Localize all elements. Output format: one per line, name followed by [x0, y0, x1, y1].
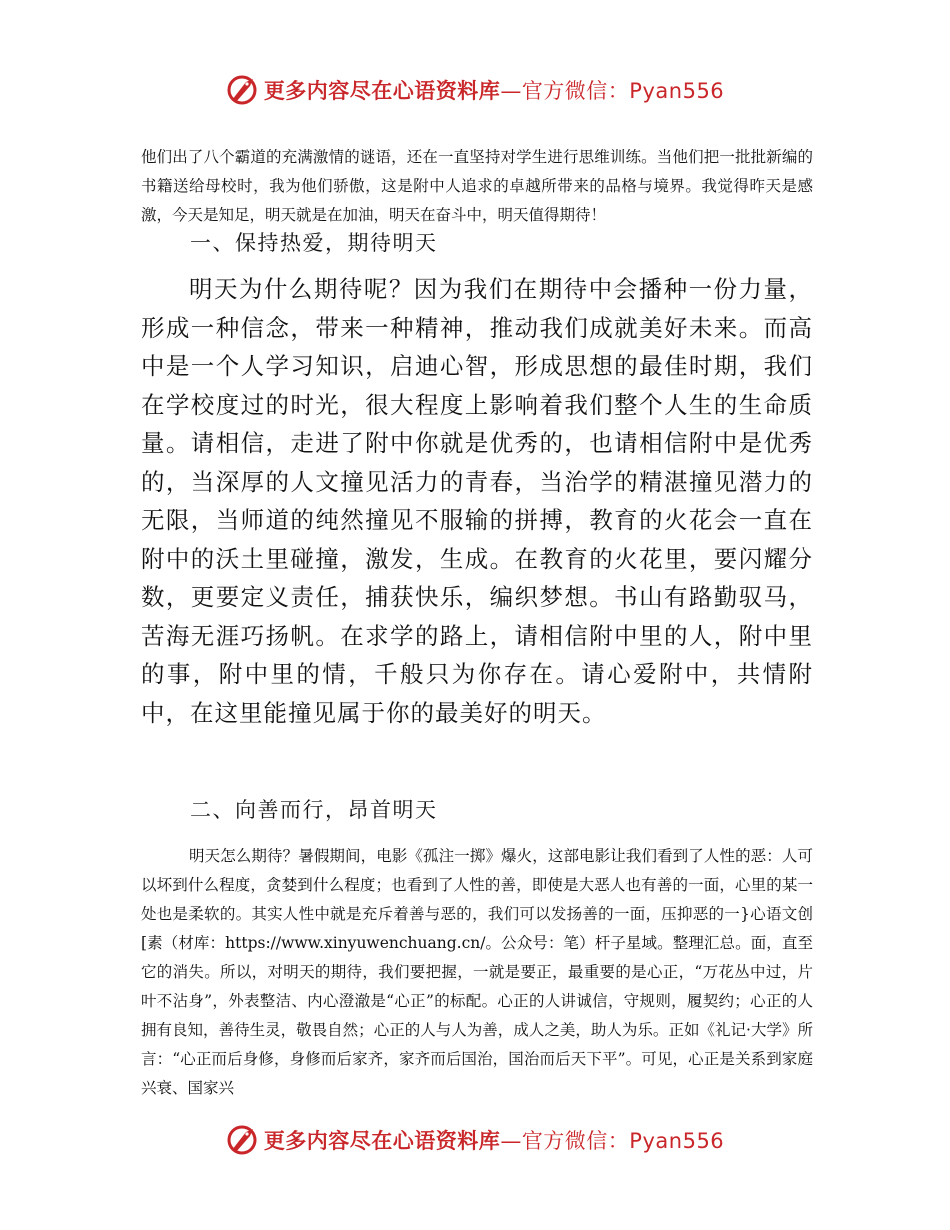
intro-paragraph-block — [141, 143, 813, 230]
section-heading-2: 二、向善而行，昂首明天 — [190, 798, 438, 822]
section-2-block — [141, 842, 813, 1103]
intro-paragraph: 他们出了八个霸道的充满激情的谜语，还在一直坚持对学生进行思维训练。当他们把一批批新编的书籍送给母校时，我为他们骄傲，这是附中人追求的卓越所带来的品格与境界。我觉得昨天是感激，今天是知足，明天就是在加油，明天在奋斗中，明天值得期待！ — [141, 148, 813, 224]
pen-nib-logo-icon — [226, 73, 260, 107]
section-heading-1: 一、保持热爱，期待明天 — [190, 231, 438, 255]
section-2-paragraph: 明天怎么期待？暑假期间，电影《孤注一掷》爆火，这部电影让我们看到了人性的恶：人可以坏到什么程度，贪婪到什么程度；也看到了人性的善，即使是大恶人也有善的一面，心里的某一处也是柔软的。其实人性中就是充斥着善与恶的，我们可以发扬善的一面，压抑恶的一}心语文创[素（材库：https://www.xinyuwenchuang.cn/。公众号：笔）杆子星域。整理汇总。面，直至它的消失。所以，对明天的期待，我们要把握，一就是要正，最重要的是心正，“万花丛中过，片叶不沾身”，外表整洁、内心澄澈是“心正”的标配。心正的人讲诚信，守规则，履契约；心正的人拥有良知，善待生灵，敬畏自然；心正的人与人为善，成人之美，助人为乐。正如《礼记·大学》所言：“心正而后身修，身修而后家齐，家齐而后国治，国治而后天下平”。可见，心正是关系到家庭兴衰、国家兴 — [141, 847, 813, 1097]
section-1-block — [141, 270, 813, 732]
section-1-paragraph: 明天为什么期待呢？因为我们在期待中会播种一份力量，形成一种信念，带来一种精神，推动我们成就美好未来。而高中是一个人学习知识，启迪心智，形成思想的最佳时期，我们在学校度过的时光，很大程度上影响着我们整个人生的生命质量。请相信，走进了附中你就是优秀的，也请相信附中是优秀的，当深厚的人文撞见活力的青春，当治学的精湛撞见潜力的无限，当师道的纯然撞见不服输的拼搏，教育的火花会一直在附中的沃土里碰撞，激发，生成。在教育的火花里，要闪耀分数，更要定义责任，捕获快乐，编织梦想。书山有路勤驭马，苦海无涯巧扬帆。在求学的路上，请相信附中里的人，附中里的事，附中里的情，千般只为你存在。请心爱附中，共情附中，在这里能撞见属于你的最美好的明天。 — [141, 275, 813, 727]
header-watermark-banner — [0, 70, 950, 110]
footer-watermark-banner — [0, 1120, 950, 1160]
banner-text: 更多内容尽在心语资料库—官方微信：Pyan556 — [263, 1129, 725, 1153]
banner-text: 更多内容尽在心语资料库—官方微信：Pyan556 — [263, 79, 725, 103]
pen-nib-logo-icon — [226, 1123, 260, 1157]
